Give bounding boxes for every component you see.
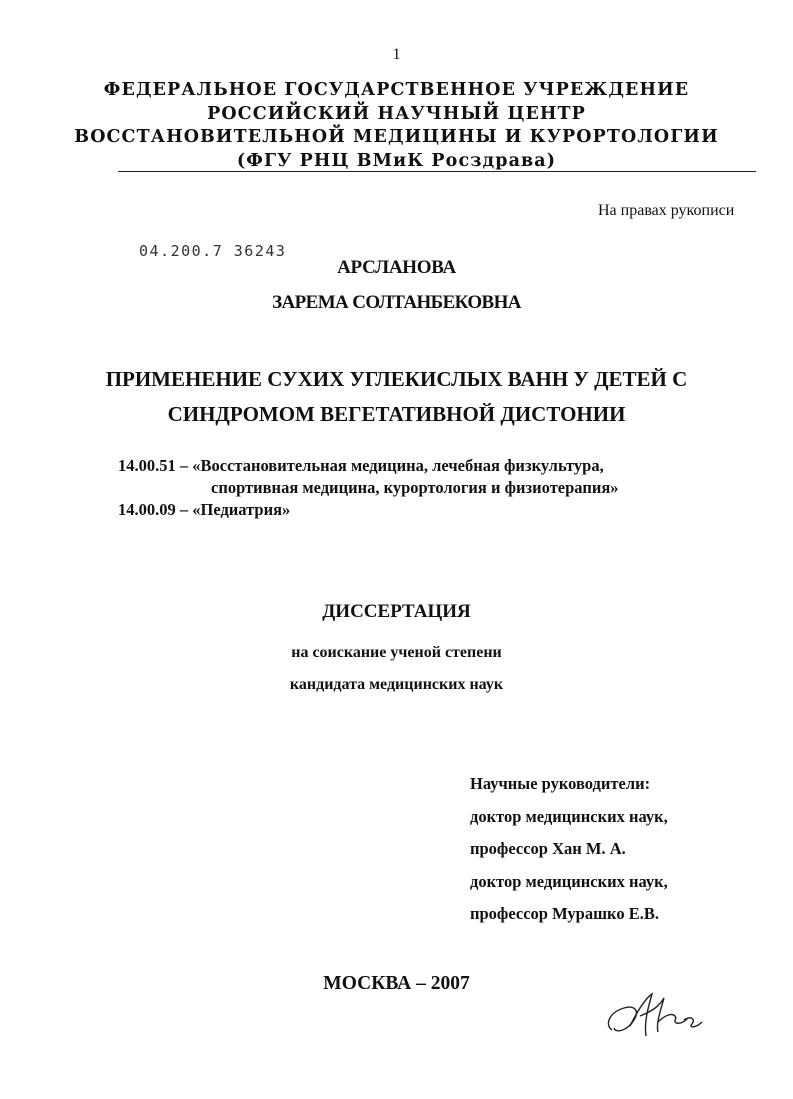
rights-note: На правах рукописи xyxy=(598,202,735,219)
supervisors-heading: Научные руководители: xyxy=(470,774,651,793)
organization-line: (ФГУ РНЦ ВМиК Росздрава) xyxy=(236,150,557,171)
title-line: СИНДРОМОМ ВЕГЕТАТИВНОЙ ДИСТОНИИ xyxy=(167,402,626,426)
supervisor-line: профессор Хан М. А. xyxy=(470,839,626,858)
author-first-names: ЗАРЕМА СОЛТАНБЕКОВНА xyxy=(272,292,521,313)
organization-header xyxy=(0,79,793,173)
dissertation-degree xyxy=(0,637,793,701)
supervisor-line: профессор Мурашко Е.В. xyxy=(470,904,659,923)
city-year: МОСКВА – 2007 xyxy=(323,973,470,994)
dissertation-title xyxy=(0,362,793,432)
dissertation-heading: ДИССЕРТАЦИЯ xyxy=(322,601,471,622)
degree-line: на соискание ученой степени xyxy=(291,644,502,661)
supervisors-block xyxy=(470,768,668,931)
degree-line: кандидата медицинских наук xyxy=(289,676,504,693)
page-number: 1 xyxy=(392,46,401,63)
title-line: ПРИМЕНЕНИЕ СУХИХ УГЛЕКИСЛЫХ ВАНН У ДЕТЕЙ С xyxy=(105,367,688,391)
specialty-line: спортивная медицина, курортология и физиотерапия» xyxy=(211,478,619,497)
supervisor-line: доктор медицинских наук, xyxy=(470,871,668,891)
specialties xyxy=(118,455,619,521)
organization-line: ФЕДЕРАЛЬНОЕ ГОСУДАРСТВЕННОЕ УЧРЕЖДЕНИЕ xyxy=(103,80,690,100)
handwritten-signature xyxy=(600,988,710,1048)
organization-line: РОССИЙСКИЙ НАУЧНЫЙ ЦЕНТР xyxy=(207,103,586,124)
specialty-line: 14.00.09 – «Педиатрия» xyxy=(118,500,291,519)
organization-line: ВОССТАНОВИТЕЛЬНОЙ МЕДИЦИНЫ И КУРОРТОЛОГИИ xyxy=(74,127,719,147)
supervisor-line: доктор медицинских наук, xyxy=(470,806,668,826)
author-last-name: АРСЛАНОВА xyxy=(337,257,456,278)
specialty-line: 14.00.51 – «Восстановительная медицина, лечебная физкультура, xyxy=(118,456,604,475)
header-divider xyxy=(118,171,756,172)
archive-stamp: 04.200.7 36243 xyxy=(139,242,287,260)
